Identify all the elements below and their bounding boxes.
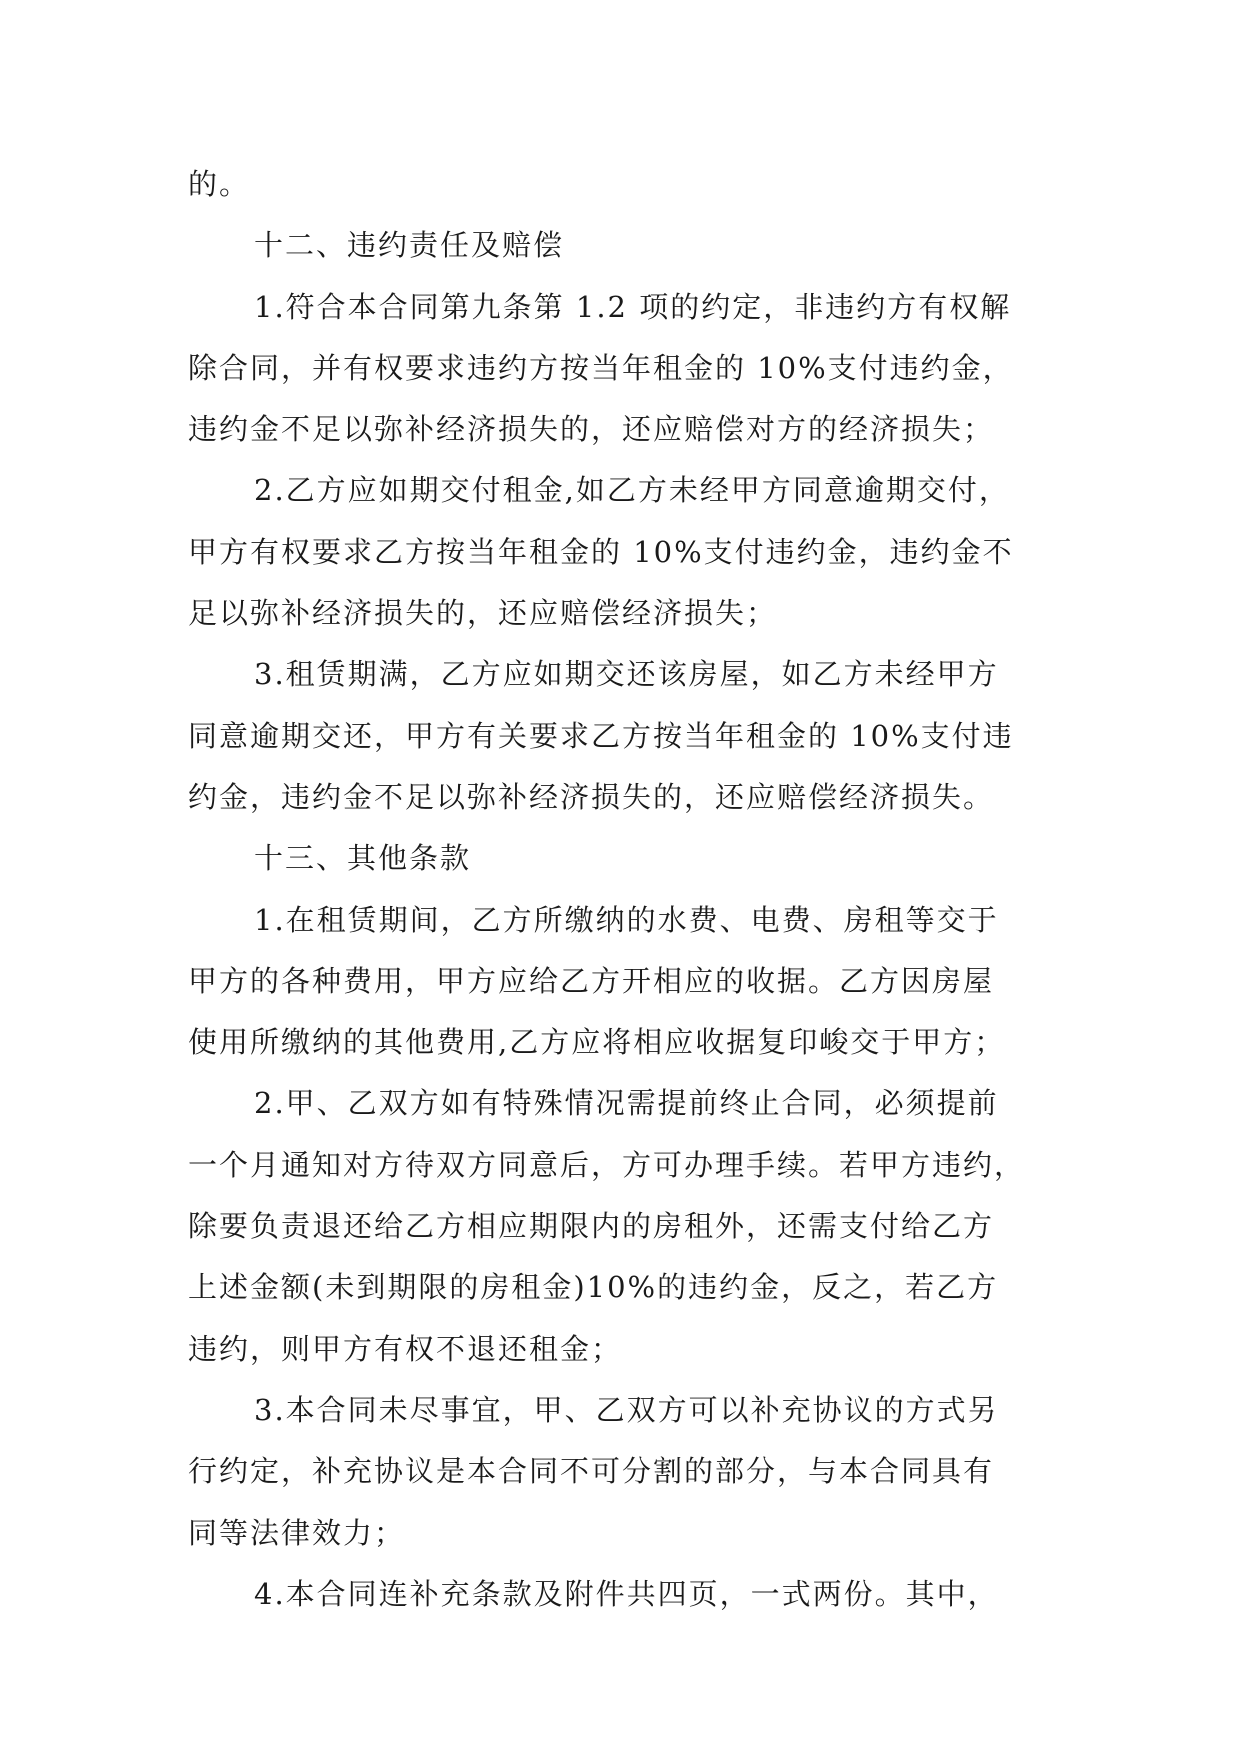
text-line: 甲方有权要求乙方按当年租金的 10%支付违约金，违约金不 — [188, 534, 1014, 569]
text-line: 同意逾期交还，甲方有关要求乙方按当年租金的 10%支付违 — [188, 718, 1014, 753]
text-line: 1.在租赁期间，乙方所缴纳的水费、电费、房租等交于 — [254, 902, 999, 937]
text-line: 足以弥补经济损失的，还应赔偿经济损失； — [188, 596, 778, 631]
text-line: 同等法律效力； — [188, 1515, 406, 1550]
text-line: 4.本合同连补充条款及附件共四页，一式两份。其中， — [254, 1576, 999, 1611]
text-line: 一个月通知对方待双方同意后，方可办理手续。若甲方违约， — [188, 1147, 1026, 1182]
text-line: 2.甲、乙双方如有特殊情况需提前终止合同，必须提前 — [254, 1086, 999, 1121]
section-heading-13: 十三、其他条款 — [254, 841, 472, 876]
text-line: 行约定，补充协议是本合同不可分割的部分，与本合同具有 — [188, 1454, 995, 1489]
text-line: 甲方的各种费用，甲方应给乙方开相应的收据。乙方因房屋 — [188, 963, 995, 998]
contract-body — [188, 154, 1068, 1625]
text-line: 除合同，并有权要求违约方按当年租金的 10%支付违约金， — [188, 350, 1014, 385]
text-line: 3.租赁期满，乙方应如期交还该房屋，如乙方未经甲方 — [254, 657, 999, 692]
section-heading-12: 十二、违约责任及赔偿 — [254, 228, 565, 263]
text-line: 违约，则甲方有权不退还租金； — [188, 1331, 623, 1366]
text-line: 违约金不足以弥补经济损失的，还应赔偿对方的经济损失； — [188, 412, 995, 447]
text-line: 使用所缴纳的其他费用,乙方应将相应收据复印峻交于甲方； — [188, 1025, 1006, 1060]
text-line: 的。 — [188, 167, 251, 201]
text-line: 上述金额(未到期限的房租金)10%的违约金，反之，若乙方 — [188, 1270, 999, 1305]
text-line: 3.本合同未尽事宜，甲、乙双方可以补充协议的方式另 — [254, 1392, 999, 1427]
text-line: 除要负责退还给乙方相应期限内的房租外，还需支付给乙方 — [188, 1209, 995, 1244]
text-line: 1.符合本合同第九条第 1.2 项的约定，非违约方有权解 — [254, 289, 1012, 324]
text-line: 约金，违约金不足以弥补经济损失的，还应赔偿经济损失。 — [188, 779, 995, 814]
text-line: 2.乙方应如期交付租金,如乙方未经甲方同意逾期交付， — [254, 473, 1010, 508]
